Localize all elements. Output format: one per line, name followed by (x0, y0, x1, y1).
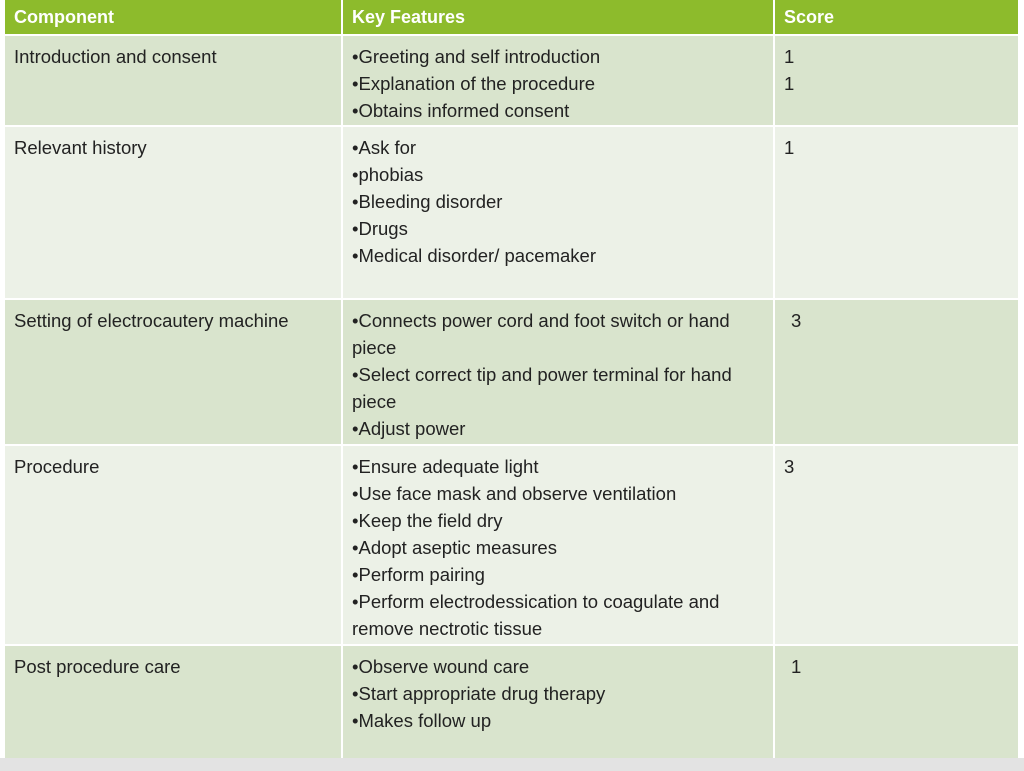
feature-item: •Use face mask and observe ventilation (352, 483, 677, 504)
header-score: Score (774, 0, 1018, 35)
score-cell (774, 645, 1018, 759)
header-key-features: Key Features (342, 0, 774, 35)
bottom-margin (0, 758, 1024, 771)
features-cell (342, 126, 774, 299)
component-cell: Introduction and consent (5, 35, 342, 126)
feature-item: •Makes follow up (352, 710, 492, 731)
feature-item: •Select correct tip and power terminal for hand piece (352, 364, 732, 412)
feature-item: •Bleeding disorder (352, 191, 503, 212)
feature-item: •Perform pairing (352, 564, 485, 585)
features-cell (342, 299, 774, 445)
features-cell (342, 645, 774, 759)
feature-item: •Start appropriate drug therapy (352, 683, 606, 704)
feature-item: •Observe wound care (352, 656, 530, 677)
feature-item: •Adopt aseptic measures (352, 537, 557, 558)
feature-item: •Keep the field dry (352, 510, 503, 531)
feature-item: •Obtains informed consent (352, 100, 570, 121)
table-row (5, 35, 1018, 126)
component-cell: Relevant history (5, 126, 342, 299)
features-cell (342, 35, 774, 126)
score-cell (774, 299, 1018, 445)
table-row (5, 445, 1018, 645)
table-row (5, 645, 1018, 759)
feature-item: •Ask for (352, 137, 417, 158)
table-row (5, 126, 1018, 299)
table-row (5, 299, 1018, 445)
feature-item: •Ensure adequate light (352, 456, 539, 477)
score-cell (774, 126, 1018, 299)
score-cell (774, 35, 1018, 126)
header-component: Component (5, 0, 342, 35)
feature-item: •Connects power cord and foot switch or hand piece (352, 310, 730, 358)
score-value: 3 (791, 310, 802, 331)
score-value: 1 (784, 137, 795, 158)
table-header-row (5, 0, 1018, 35)
feature-item: •phobias (352, 164, 424, 185)
score-cell (774, 445, 1018, 645)
score-value: 1 (791, 656, 802, 677)
feature-item: •Adjust power (352, 418, 466, 439)
feature-item: •Greeting and self introduction (352, 46, 601, 67)
feature-item: •Drugs (352, 218, 408, 239)
score-value: 3 (784, 456, 795, 477)
component-cell: Setting of electrocautery machine (5, 299, 342, 445)
feature-item: •Medical disorder/ pacemaker (352, 245, 596, 266)
score-value: 1 (784, 46, 795, 67)
assessment-rubric-table (5, 0, 1018, 759)
component-cell: Post procedure care (5, 645, 342, 759)
features-cell (342, 445, 774, 645)
feature-item: •Perform electrodessication to coagulate and remove nectrotic tissue (352, 591, 720, 639)
component-cell: Procedure (5, 445, 342, 645)
feature-item: •Explanation of the procedure (352, 73, 596, 94)
score-value: 1 (784, 73, 795, 94)
